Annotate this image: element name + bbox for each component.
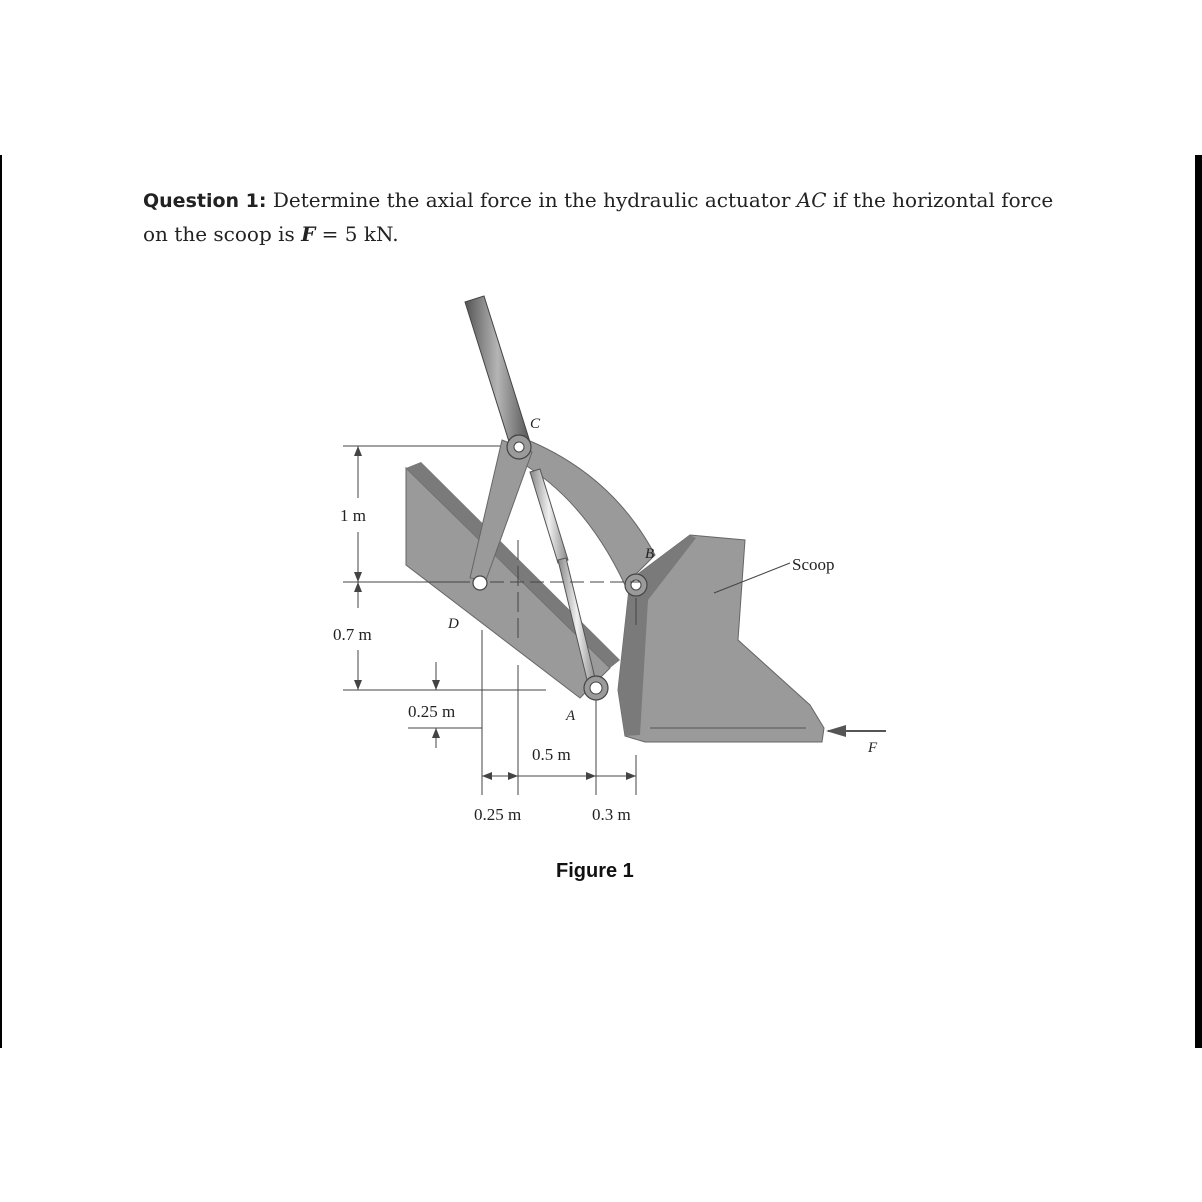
actuator-member: AC [796, 188, 827, 212]
dim-0-7m: 0.7 m [333, 625, 372, 644]
question-text-3: = 5 kN. [315, 222, 399, 246]
label-d: D [448, 616, 459, 632]
dim-0-25m-horizontal: 0.25 m [474, 805, 522, 824]
question-text-1: Determine the axial force in the hydraulic actuator [266, 188, 797, 212]
pin-d [473, 576, 487, 590]
label-b: B [645, 546, 655, 562]
upper-link [515, 435, 655, 585]
label-c: C [530, 416, 541, 432]
dim-0-5m: 0.5 m [532, 745, 571, 764]
dim-0-3m: 0.3 m [592, 805, 631, 824]
label-f: F [868, 740, 878, 756]
label-a: A [566, 708, 576, 724]
pin-a-hole [590, 682, 602, 694]
question-label: Question 1: [143, 190, 267, 212]
label-scoop: Scoop [792, 555, 835, 574]
force-symbol: F [301, 222, 316, 246]
question-text-2: if the horizontal force on the scoop is [143, 188, 1054, 246]
dim-0-25m-vertical: 0.25 m [408, 702, 456, 721]
pin-c-hole [514, 442, 524, 452]
dim-1m: 1 m [340, 506, 366, 525]
figure-caption: Figure 1 [556, 860, 634, 882]
handle-rod [465, 296, 530, 448]
force-arrow-head [826, 725, 846, 737]
